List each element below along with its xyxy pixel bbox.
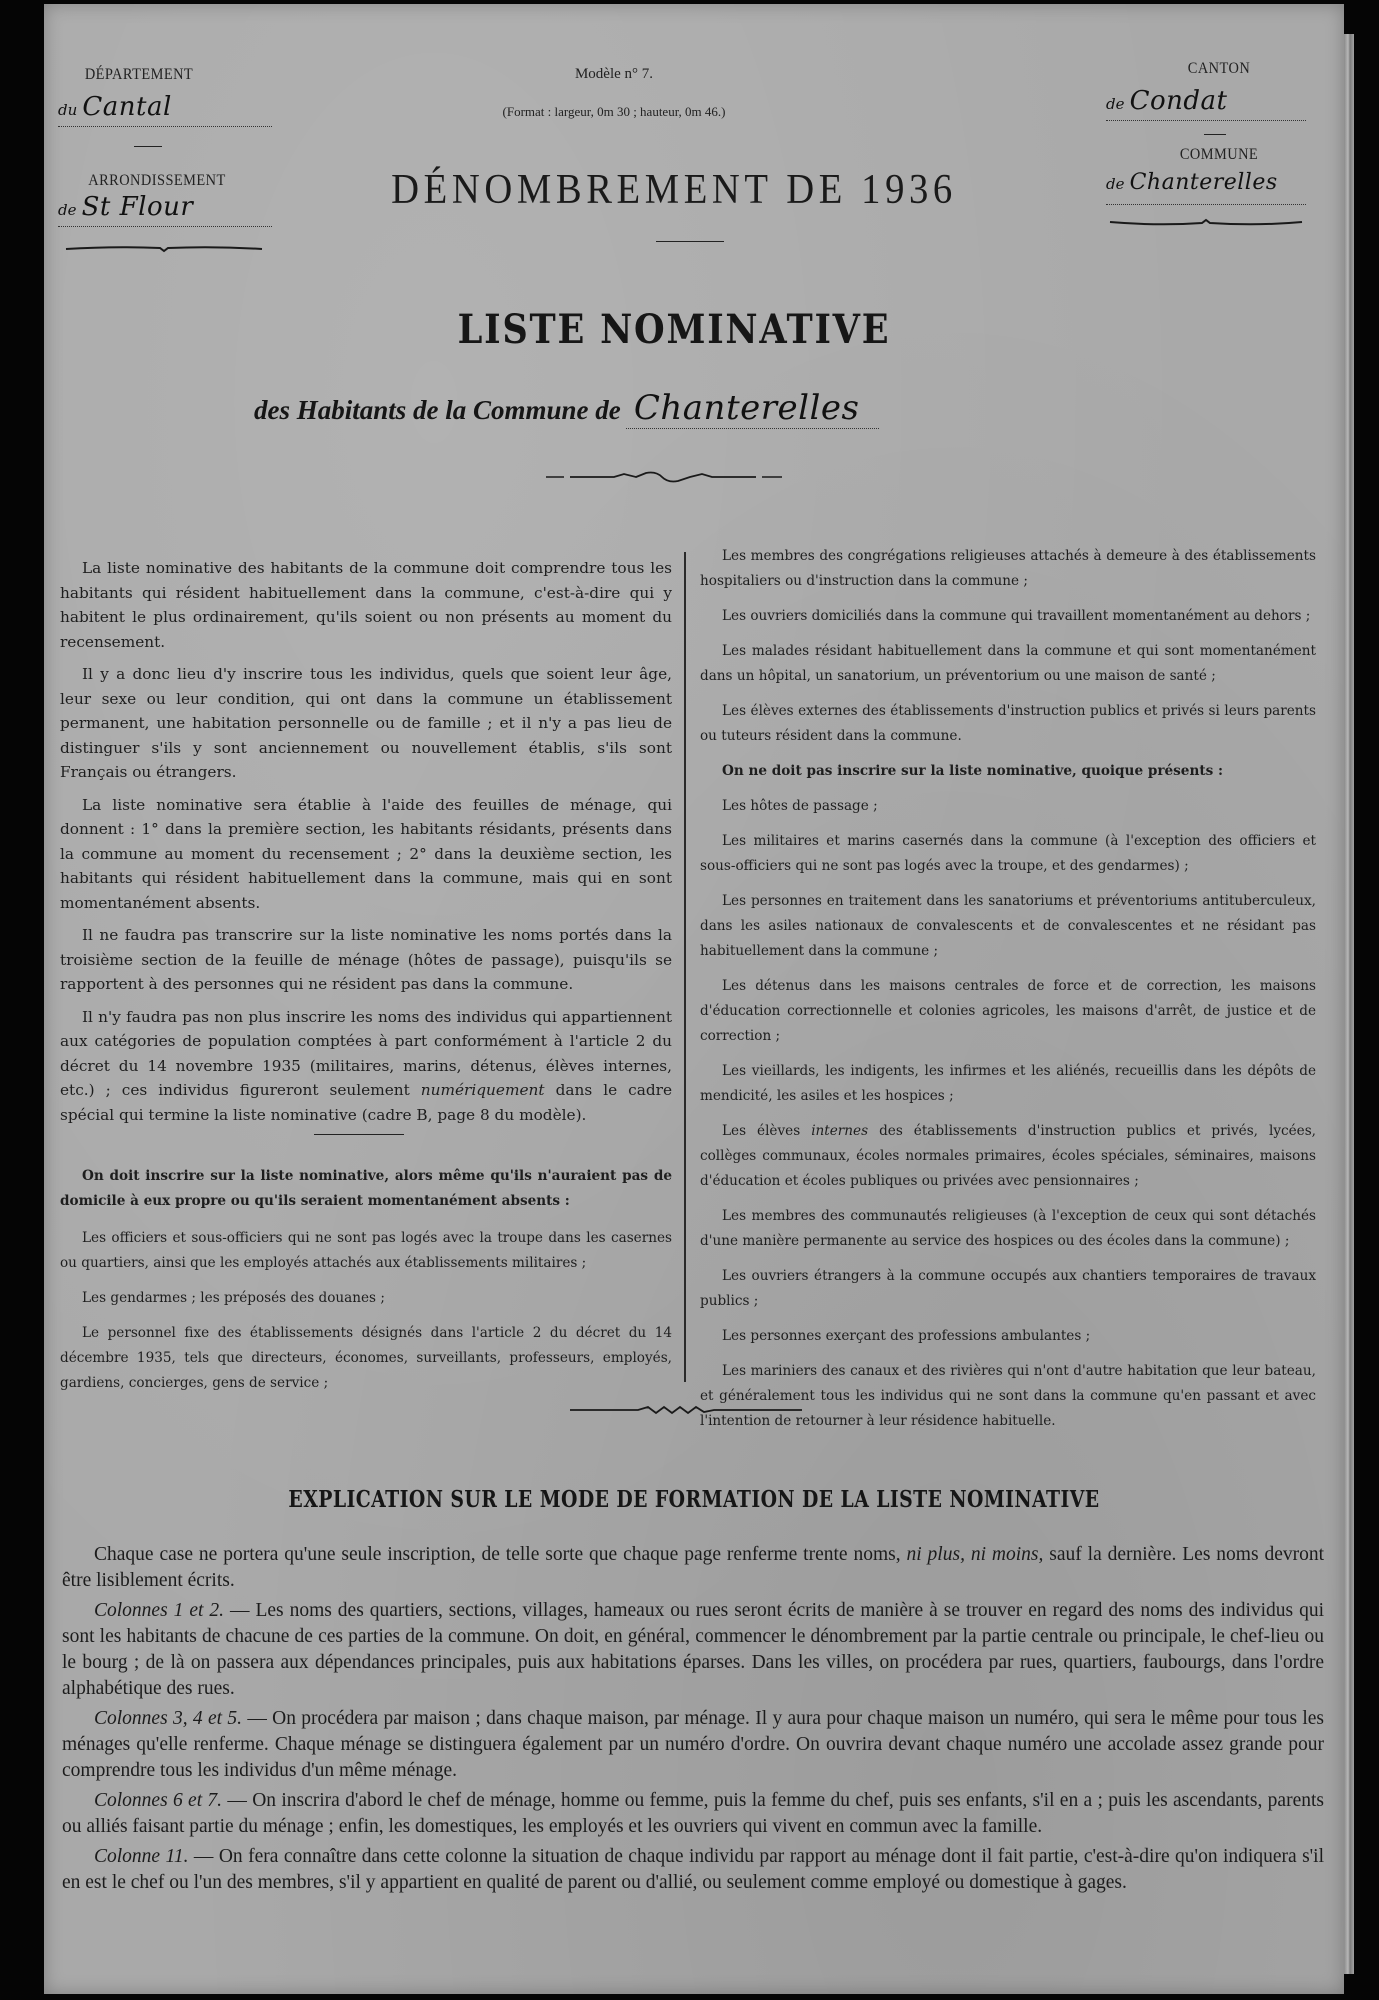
header-swash-right — [1108, 218, 1304, 228]
must-include-item: Le personnel fixe des établissements désignés dans l'article 2 du décret du 14 décembre 1935, tels que directeurs, économes, surveillants, professeurs, employés, gardiens, concierges, gens de service ; — [60, 1325, 672, 1391]
left-column — [60, 556, 672, 1135]
must-include-item: Les officiers et sous-officiers qui ne sont pas logés avec la troupe dans les casernes ou quartiers, ainsi que les employés attachés aux établissements militaires ; — [60, 1230, 672, 1271]
explication-item-text: — On inscrira d'abord le chef de ménage, homme ou femme, puis la femme du chef, puis ses enfants, s'il en a ; puis les ascendants, parents ou alliés faisant partie du ménage ; enfin, les domestiques, les employés et les ouvriers qui vivent en commun avec la famille. — [62, 1790, 1324, 1837]
arrondissement-prefix: de — [58, 201, 77, 219]
internes-before: Les élèves — [722, 1123, 801, 1139]
left-paragraph: La liste nominative sera établie à l'aide des feuilles de ménage, qui donnent : 1° dans la première section, les habitants résidants, présents dans la commune au moment du recensement ; 2° dans la deuxième section, les habitants qui résident habituellement dans la commune, mais qui en sont momentanément absents. — [60, 795, 672, 912]
exclude-item: Les militaires et marins casernés dans la commune (à l'exception des officiers et sous-officiers qui ne sont pas logés avec la troupe, et des gendarmes) ; — [700, 833, 1316, 874]
exclude-item: Les vieillards, les indigents, les infirmes et les aliénés, recueillis dans les dépôts de mendicité, les asiles et les hospices ; — [700, 1063, 1316, 1104]
explication-item-text: — On procédera par maison ; dans chaque maison, par ménage. Il y aura pour chaque maison un numéro, qui sera le même pour tous les ménages qu'elle renferme. Chaque ménage se distinguera également par un numéro d'ordre. On ouvrira devant chaque numéro une accolade assez grande pour comprendre tous les individus d'un même ménage. — [62, 1708, 1325, 1781]
canton-field — [1106, 86, 1306, 121]
arrondissement-label: ARRONDISSEMENT — [88, 172, 226, 189]
subtitle-commune: Chanterelles — [626, 388, 880, 429]
ornament-divider-2 — [568, 1404, 804, 1416]
exclude-item: Les ouvriers étrangers à la commune occupés aux chantiers temporaires de travaux publics ; — [700, 1268, 1316, 1309]
left-paragraph: Il y a donc lieu d'y inscrire tous les individus, quels que soient leur âge, leur sexe ou leur condition, qui ont dans la commune un établissement permanent, une habitation personnelle ou de famille ; et il n'y a pas lieu de distinguer s'ils y sont anciennement ou nouvellement établis, s'ils sont Français ou étrangers. — [60, 665, 672, 781]
exclude-heading: On ne doit pas inscrire sur la liste nominative, quoique présents : — [722, 763, 1224, 779]
departement-field — [58, 92, 272, 127]
explication-item-label: Colonne 11. — [94, 1846, 189, 1867]
canton-value: Condat — [1129, 86, 1228, 116]
include-item: Les malades résidant habituellement dans la commune et qui sont momentanément dans un hôpital, un sanatorium, un préventorium ou une maison de santé ; — [700, 643, 1316, 684]
exclude-item: Les détenus dans les maisons centrales de force et de correction, les maisons d'éducation correctionnelle et colonies agricoles, les maisons d'arrêt, de justice et de correction ; — [700, 978, 1316, 1044]
exclude-item: Les personnes exerçant des professions ambulantes ; — [722, 1328, 1091, 1344]
commune-prefix: de — [1106, 175, 1125, 193]
explication-body — [62, 1542, 1324, 1900]
intro-after: sauf la dernière. Les noms devront être lisiblement écrits. — [62, 1544, 1325, 1591]
internes-after: des établissements d'instruction publics et privés, lycées, collèges communaux, écoles normales primaires, écoles spéciales, séminaires, maisons d'éducation et écoles publiques ou privées avec pensionnaires ; — [700, 1123, 1317, 1189]
header-rule-right — [1204, 134, 1226, 135]
column-divider — [684, 552, 686, 1382]
include-item: Les ouvriers domiciliés dans la commune qui travaillent momentanément au dehors ; — [722, 608, 1311, 624]
departement-value: Cantal — [82, 92, 172, 122]
intro-before: Chaque case ne portera qu'une seule inscription, de telle sorte que chaque page renferme trente noms, — [94, 1544, 901, 1565]
exclude-item: Les hôtes de passage ; — [722, 798, 878, 814]
census-form-page — [44, 4, 1344, 1994]
left-paragraph-numeriquement — [60, 1005, 672, 1128]
para5-italic: numériquement — [420, 1081, 545, 1099]
page-title: DÉNOMBREMENT DE 1936 — [391, 167, 957, 213]
para5-before: Il n'y faudra pas non plus inscrire les noms des individus qui appartiennent aux catégories de population comptées à part conformément à l'article 2 du décret du 14 novembre 1935 (militaires, marins, détenus, élèves internes, etc.) ; ces individus figureront seulement — [60, 1007, 672, 1099]
canton-label: CANTON — [1187, 60, 1251, 77]
include-item: Les membres des congrégations religieuses attachés à demeure à des établissements hospitaliers ou d'instruction dans la commune ; — [700, 548, 1316, 589]
explication-item-text: — On fera connaître dans cette colonne la situation de chaque individu par rapport au ménage dont il fait partie, c'est-à-dire qu'on indiquera s'il en est le chef ou l'un des membres, s'il y appartient en qualité de parent ou d'allié, ou seulement comme employé ou domestique à gages. — [62, 1846, 1325, 1893]
commune-field — [1106, 170, 1306, 205]
departement-prefix: du — [58, 101, 78, 119]
intro-italic: ni plus, ni moins, — [906, 1544, 1044, 1565]
right-column — [700, 544, 1316, 1444]
explication-title: EXPLICATION SUR LE MODE DE FORMATION DE LA LISTE NOMINATIVE — [288, 1486, 1100, 1513]
arrondissement-value: St Flour — [81, 192, 194, 222]
canton-prefix: de — [1106, 95, 1125, 113]
explication-item — [62, 1598, 1324, 1702]
must-include-item: Les gendarmes ; les préposés des douanes ; — [82, 1290, 385, 1306]
header-rule — [134, 146, 162, 147]
explication-item-label: Colonnes 6 et 7. — [94, 1790, 223, 1811]
internes-italic: internes — [811, 1123, 869, 1139]
commune-label: COMMUNE — [1179, 146, 1259, 163]
left-paragraph: Il ne faudra pas transcrire sur la liste nominative les noms portés dans la troisième section de la feuille de ménage (hôtes de passage), puisqu'ils se rapportent à des personnes qui ne résident pas dans la commune. — [60, 926, 672, 993]
explication-item-label: Colonnes 1 et 2. — [94, 1600, 225, 1621]
exclude-item: Les mariniers des canaux et des rivières qui n'ont d'autre habitation que leur bateau, et généralement tous les individus qui ne sont dans la commune qu'en passant et avec l'intention de retourner à leur résidence habituelle. — [700, 1363, 1316, 1429]
explication-item-label: Colonnes 3, 4 et 5. — [94, 1708, 243, 1729]
must-include-section — [60, 1164, 672, 1406]
ornament-divider — [544, 470, 784, 484]
arrondissement-field — [58, 192, 272, 227]
exclude-item-internes — [700, 1119, 1316, 1194]
modele-number: Modèle n° 7. — [574, 66, 654, 82]
explication-item — [62, 1788, 1324, 1840]
exclude-item: Les personnes en traitement dans les sanatoriums et préventoriums antituberculeux, dans les asiles nationaux de convalescents et de convalescentes et ne résidant pas habituellement dans la commune ; — [700, 893, 1316, 959]
explication-item-text: — Les noms des quartiers, sections, villages, hameaux ou rues seront écrits de manière à se trouver en regard des noms des individus qui sont les habitants de chacune de ces parties de la commune. On doit, en général, commencer le dénombrement par la partie centrale ou principale, le chef-lieu ou le bourg ; de là on passera aux dépendances principales, puis aux habitations éparses. Dans les villes, on procédera par rues, quartiers, faubourgs, dans l'ordre alphabétique des rues. — [62, 1600, 1325, 1699]
left-column-rule — [314, 1134, 404, 1135]
subtitle-text: des Habitants de la Commune de — [254, 395, 621, 425]
liste-nominative-title: LISTE NOMINATIVE — [457, 306, 891, 353]
exclude-item: Les membres des communautés religieuses (à l'exception de ceux qui sont détachés d'une manière permanente au service des hospices ou des écoles dans la commune) ; — [700, 1208, 1316, 1249]
title-rule — [656, 241, 724, 242]
explication-item — [62, 1844, 1324, 1896]
include-item: Les élèves externes des établissements d'instruction publics et privés si leurs parents ou tuteurs résident dans la commune. — [700, 703, 1316, 744]
departement-label: DÉPARTEMENT — [84, 66, 194, 83]
header-swash-left — [64, 244, 264, 254]
explication-intro — [62, 1542, 1324, 1594]
para5-after: dans le cadre spécial qui termine la liste nominative (cadre B, page 8 du modèle). — [60, 1081, 672, 1124]
commune-value: Chanterelles — [1129, 170, 1278, 195]
subtitle — [254, 388, 1154, 428]
page-stack-edge — [1344, 34, 1354, 1974]
must-include-heading: On doit inscrire sur la liste nominative, alors même qu'ils n'auraient pas de domicile à eux propre ou qu'ils seraient momentanément absents : — [60, 1168, 672, 1209]
explication-item — [62, 1706, 1324, 1784]
format-note: (Format : largeur, 0m 30 ; hauteur, 0m 46.) — [502, 104, 726, 119]
left-paragraph: La liste nominative des habitants de la commune doit comprendre tous les habitants qui résident habituellement dans la commune, c'est-à-dire qui y habitent le plus ordinairement, qu'ils soient ou non présents au moment du recensement. — [60, 559, 672, 651]
